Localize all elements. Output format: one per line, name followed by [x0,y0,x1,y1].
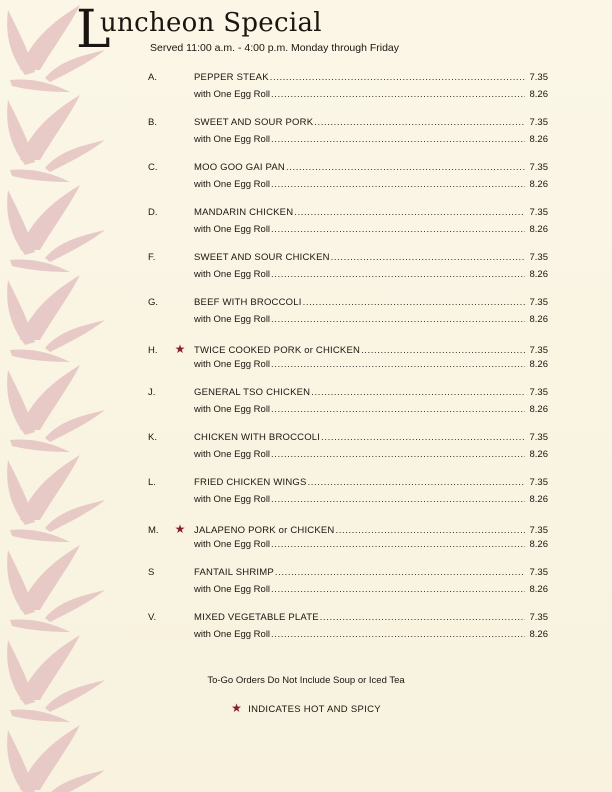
menu-list [148,72,548,657]
menu-item [148,162,548,207]
menu-item-main-line [148,297,548,310]
item-price: 7.35 [529,477,548,488]
star-icon: ★ [231,701,243,715]
dot-leader [271,629,525,640]
menu-item-main-line [148,477,548,490]
dot-leader [286,162,525,173]
dot-leader [271,89,525,100]
item-price: 7.35 [529,72,548,83]
item-sub-name: with One Egg Roll [194,629,271,640]
item-sub-price: 8.26 [529,584,548,595]
star-icon: ★ [174,522,186,536]
menu-item-main-line [148,342,548,355]
item-name: PEPPER STEAK [194,72,269,83]
item-sub-name: with One Egg Roll [194,494,271,505]
item-letter: B. [148,117,157,128]
item-price: 7.35 [529,525,548,536]
item-price: 7.35 [529,387,548,398]
item-price: 7.35 [529,252,548,263]
menu-item [148,117,548,162]
menu-item [148,522,548,567]
menu-item-sub-line [148,134,548,147]
leaf-decoration [0,0,110,792]
item-sub-price: 8.26 [529,134,548,145]
item-price: 7.35 [529,432,548,443]
menu-item-sub-line [148,89,548,102]
menu-item-sub-line [148,584,548,597]
item-sub-name: with One Egg Roll [194,314,271,325]
item-name: MOO GOO GAI PAN [194,162,285,173]
menu-item [148,387,548,432]
dot-leader [335,525,525,536]
item-sub-name: with One Egg Roll [194,89,271,100]
spicy-legend [0,701,612,715]
item-sub-name: with One Egg Roll [194,404,271,415]
item-sub-price: 8.26 [529,224,548,235]
menu-item-sub-line [148,629,548,642]
item-price: 7.35 [529,207,548,218]
item-name: BEEF WITH BROCCOLI [194,297,302,308]
menu-item-sub-line [148,449,548,462]
dot-leader [320,612,525,623]
menu-item-sub-line [148,314,548,327]
item-name: FANTAIL SHRIMP [194,567,274,578]
menu-item-sub-line [148,269,548,282]
dot-leader [271,404,525,415]
item-sub-price: 8.26 [529,404,548,415]
menu-item-sub-line [148,494,548,507]
dot-leader [271,314,525,325]
menu-item [148,252,548,297]
dot-leader [271,179,525,190]
item-letter: M. [148,525,159,536]
dot-leader [311,387,525,398]
menu-item-main-line [148,522,548,535]
item-name: CHICKEN WITH BROCCOLI [194,432,321,443]
menu-item-main-line [148,432,548,445]
item-name: JALAPENO PORK or CHICKEN [194,525,335,536]
dot-leader [275,567,525,578]
item-letter: K. [148,432,157,443]
menu-item [148,342,548,387]
item-name: SWEET AND SOUR PORK [194,117,314,128]
item-sub-price: 8.26 [529,449,548,460]
menu-item [148,207,548,252]
menu-item-sub-line [148,359,548,372]
menu-item-sub-line [148,179,548,192]
item-name: TWICE COOKED PORK or CHICKEN [194,345,361,356]
item-price: 7.35 [529,345,548,356]
item-price: 7.35 [529,567,548,578]
item-sub-name: with One Egg Roll [194,539,271,550]
dot-leader [308,477,525,488]
menu-item-main-line [148,567,548,580]
menu-item [148,72,548,117]
served-hours: Served 11:00 a.m. - 4:00 p.m. Monday through Friday [150,42,400,54]
menu-item-main-line [148,612,548,625]
item-sub-name: with One Egg Roll [194,179,271,190]
item-sub-price: 8.26 [529,269,548,280]
dot-leader [321,432,525,443]
item-sub-price: 8.26 [529,179,548,190]
menu-item-main-line [148,162,548,175]
item-sub-price: 8.26 [529,89,548,100]
item-sub-name: with One Egg Roll [194,449,271,460]
item-sub-name: with One Egg Roll [194,224,271,235]
item-price: 7.35 [529,612,548,623]
item-name: SWEET AND SOUR CHICKEN [194,252,330,263]
menu-item-main-line [148,72,548,85]
dot-leader [294,207,525,218]
menu-item [148,477,548,522]
menu-item-sub-line [148,539,548,552]
item-letter: V. [148,612,157,623]
menu-item-sub-line [148,224,548,237]
item-name: FRIED CHICKEN WINGS [194,477,307,488]
menu-item [148,567,548,612]
dot-leader [271,449,525,460]
dot-leader [271,584,525,595]
item-sub-price: 8.26 [529,359,548,370]
item-name: MANDARIN CHICKEN [194,207,294,218]
dot-leader [271,359,525,370]
item-sub-price: 8.26 [529,494,548,505]
dot-leader [314,117,525,128]
item-sub-name: with One Egg Roll [194,584,271,595]
menu-item-main-line [148,252,548,265]
item-letter: J. [148,387,156,398]
title-initial: L [76,0,111,60]
dot-leader [271,494,525,505]
menu-item-sub-line [148,404,548,417]
item-letter: A. [148,72,157,83]
menu-item [148,297,548,342]
item-letter: S [148,567,155,578]
item-letter: G. [148,297,159,308]
item-price: 7.35 [529,162,548,173]
dot-leader [270,72,525,83]
item-sub-price: 8.26 [529,629,548,640]
menu-item [148,432,548,477]
dot-leader [271,539,525,550]
item-price: 7.35 [529,117,548,128]
item-name: GENERAL TSO CHICKEN [194,387,311,398]
menu-item [148,612,548,657]
item-sub-price: 8.26 [529,314,548,325]
dot-leader [361,345,525,356]
star-icon: ★ [174,342,186,356]
item-letter: C. [148,162,158,173]
item-name: MIXED VEGETABLE PLATE [194,612,319,623]
item-sub-name: with One Egg Roll [194,359,271,370]
item-price: 7.35 [529,297,548,308]
item-letter: D. [148,207,158,218]
dot-leader [303,297,525,308]
item-sub-name: with One Egg Roll [194,269,271,280]
item-sub-price: 8.26 [529,539,548,550]
menu-item-main-line [148,207,548,220]
item-letter: H. [148,345,158,356]
dot-leader [331,252,525,263]
dot-leader [271,224,525,235]
item-letter: L. [148,477,156,488]
legend-text: INDICATES HOT AND SPICY [248,704,381,715]
item-letter: F. [148,252,156,263]
menu-item-main-line [148,117,548,130]
dot-leader [271,269,525,280]
menu-item-main-line [148,387,548,400]
item-sub-name: with One Egg Roll [194,134,271,145]
to-go-note: To-Go Orders Do Not Include Soup or Iced Tea [207,675,405,686]
page-title: uncheon Special [100,8,322,38]
dot-leader [271,134,525,145]
